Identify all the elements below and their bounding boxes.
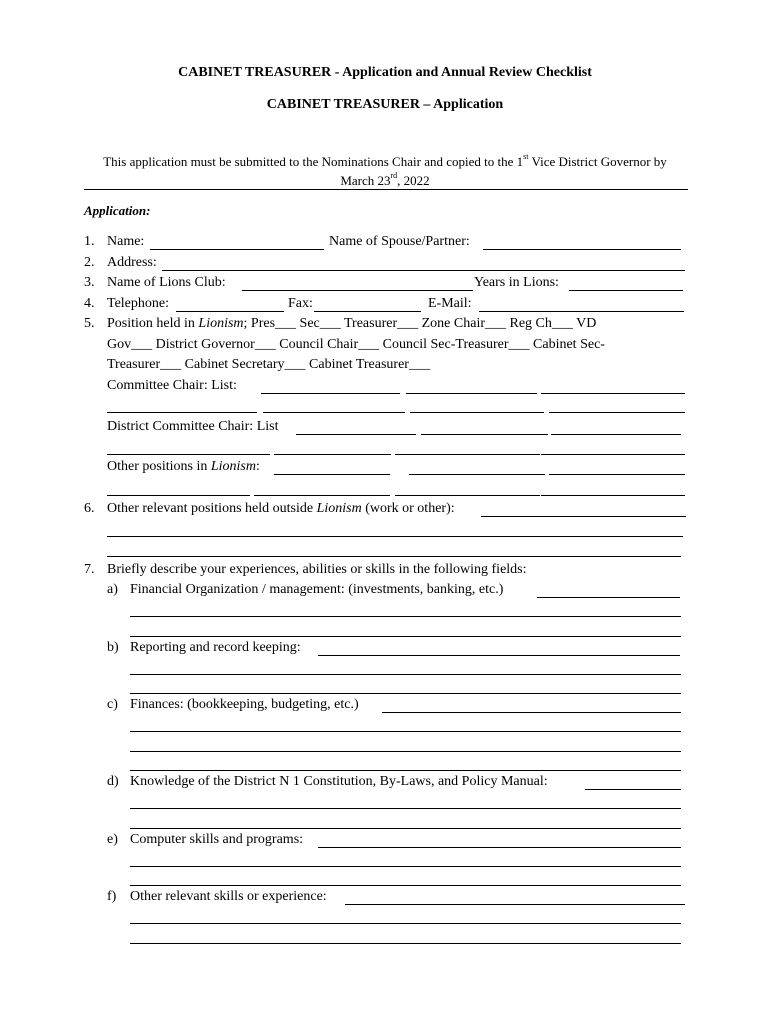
committee-chair-field[interactable]: [263, 412, 405, 413]
fax-label: Fax:: [288, 296, 313, 311]
spouse-field[interactable]: [483, 249, 681, 250]
financial-organization-label: Financial Organization / management: (investments, banking, etc.): [130, 582, 504, 597]
fax-field[interactable]: [314, 311, 421, 312]
positions-line-1: Position held in Lionism; Pres___ Sec___ Treasurer___ Zone Chair___ Reg Ch___ VD: [107, 316, 597, 331]
district-committee-field[interactable]: [541, 454, 685, 455]
field-letter: e): [107, 832, 118, 847]
other-positions-field[interactable]: [409, 474, 545, 475]
address-label: Address:: [107, 255, 157, 270]
years-label: Years in Lions:: [474, 275, 559, 290]
other-positions-label: Other positions in Lionism:: [107, 459, 260, 474]
financial-organization-field[interactable]: [537, 597, 680, 598]
email-field[interactable]: [479, 311, 684, 312]
finances-field[interactable]: [130, 770, 681, 771]
spouse-label: Name of Spouse/Partner:: [329, 234, 470, 249]
item-number: 4.: [84, 296, 95, 311]
email-label: E-Mail:: [428, 296, 472, 311]
positions-line-3: Treasurer___ Cabinet Secretary___ Cabinet Treasurer___: [107, 357, 430, 372]
financial-organization-field[interactable]: [130, 636, 681, 637]
reporting-field[interactable]: [130, 693, 681, 694]
computer-skills-field[interactable]: [130, 866, 681, 867]
constitution-knowledge-field[interactable]: [130, 808, 681, 809]
computer-skills-field[interactable]: [130, 885, 681, 886]
outside-positions-field[interactable]: [107, 536, 683, 537]
district-committee-field[interactable]: [296, 434, 416, 435]
experience-instructions: Briefly describe your experiences, abilities or skills in the following fields:: [107, 562, 527, 577]
telephone-label: Telephone:: [107, 296, 169, 311]
other-skills-label: Other relevant skills or experience:: [130, 889, 327, 904]
committee-chair-label: Committee Chair: List:: [107, 378, 237, 393]
item-number: 7.: [84, 562, 95, 577]
telephone-field[interactable]: [176, 311, 284, 312]
name-field[interactable]: [150, 249, 324, 250]
field-letter: c): [107, 697, 118, 712]
other-positions-field[interactable]: [395, 495, 540, 496]
district-committee-field[interactable]: [551, 434, 681, 435]
finances-field[interactable]: [130, 751, 681, 752]
computer-skills-label: Computer skills and programs:: [130, 832, 304, 847]
committee-chair-field[interactable]: [406, 393, 537, 394]
district-committee-field[interactable]: [107, 454, 270, 455]
district-committee-field[interactable]: [421, 434, 548, 435]
computer-skills-field[interactable]: [318, 847, 681, 848]
committee-chair-field[interactable]: [261, 393, 400, 394]
intro-line-1: This application must be submitted to the Nominations Chair and copied to the 1st Vice District Governor by: [103, 152, 667, 169]
item-number: 3.: [84, 275, 95, 290]
field-letter: b): [107, 640, 119, 655]
field-letter: f): [107, 889, 117, 904]
outside-positions-field[interactable]: [107, 556, 681, 557]
constitution-knowledge-field[interactable]: [130, 828, 681, 829]
constitution-knowledge-field[interactable]: [585, 789, 681, 790]
item-number: 1.: [84, 234, 95, 249]
financial-organization-field[interactable]: [130, 616, 681, 617]
intro-line-2: March 23rd, 2022: [340, 171, 430, 188]
section-label: Application:: [84, 203, 151, 218]
club-label: Name of Lions Club:: [107, 275, 226, 290]
years-field[interactable]: [569, 290, 683, 291]
other-positions-field[interactable]: [541, 495, 685, 496]
outside-positions-field[interactable]: [481, 516, 686, 517]
other-positions-field[interactable]: [254, 495, 390, 496]
reporting-field[interactable]: [318, 655, 680, 656]
other-positions-field[interactable]: [549, 474, 685, 475]
finances-label: Finances: (bookkeeping, budgeting, etc.): [130, 697, 359, 712]
name-label: Name:: [107, 234, 145, 249]
address-field[interactable]: [162, 270, 685, 271]
district-committee-field[interactable]: [395, 454, 540, 455]
document-subtitle: CABINET TREASURER – Application: [266, 97, 504, 112]
field-letter: a): [107, 582, 118, 597]
finances-field[interactable]: [382, 712, 681, 713]
other-skills-field[interactable]: [130, 923, 681, 924]
intro-rule: [84, 189, 688, 190]
item-number: 6.: [84, 501, 95, 516]
other-skills-field[interactable]: [345, 904, 685, 905]
outside-positions-label: Other relevant positions held outside Lionism (work or other):: [107, 501, 455, 516]
committee-chair-field[interactable]: [410, 412, 544, 413]
club-field[interactable]: [242, 290, 473, 291]
item-number: 5.: [84, 316, 95, 331]
committee-chair-field[interactable]: [549, 412, 685, 413]
document-title: CABINET TREASURER - Application and Annual Review Checklist: [178, 65, 592, 80]
item-number: 2.: [84, 255, 95, 270]
field-letter: d): [107, 774, 119, 789]
committee-chair-field[interactable]: [541, 393, 685, 394]
other-positions-field[interactable]: [107, 495, 250, 496]
reporting-label: Reporting and record keeping:: [130, 640, 301, 655]
constitution-knowledge-label: Knowledge of the District N 1 Constitution, By-Laws, and Policy Manual:: [130, 774, 548, 789]
reporting-field[interactable]: [130, 674, 681, 675]
district-committee-field[interactable]: [274, 454, 391, 455]
other-skills-field[interactable]: [130, 943, 681, 944]
committee-chair-field[interactable]: [107, 412, 257, 413]
other-positions-field[interactable]: [274, 474, 390, 475]
finances-field[interactable]: [130, 731, 681, 732]
district-committee-label: District Committee Chair: List: [107, 419, 279, 434]
positions-line-2: Gov___ District Governor___ Council Chair___ Council Sec-Treasurer___ Cabinet Sec-: [107, 337, 605, 352]
